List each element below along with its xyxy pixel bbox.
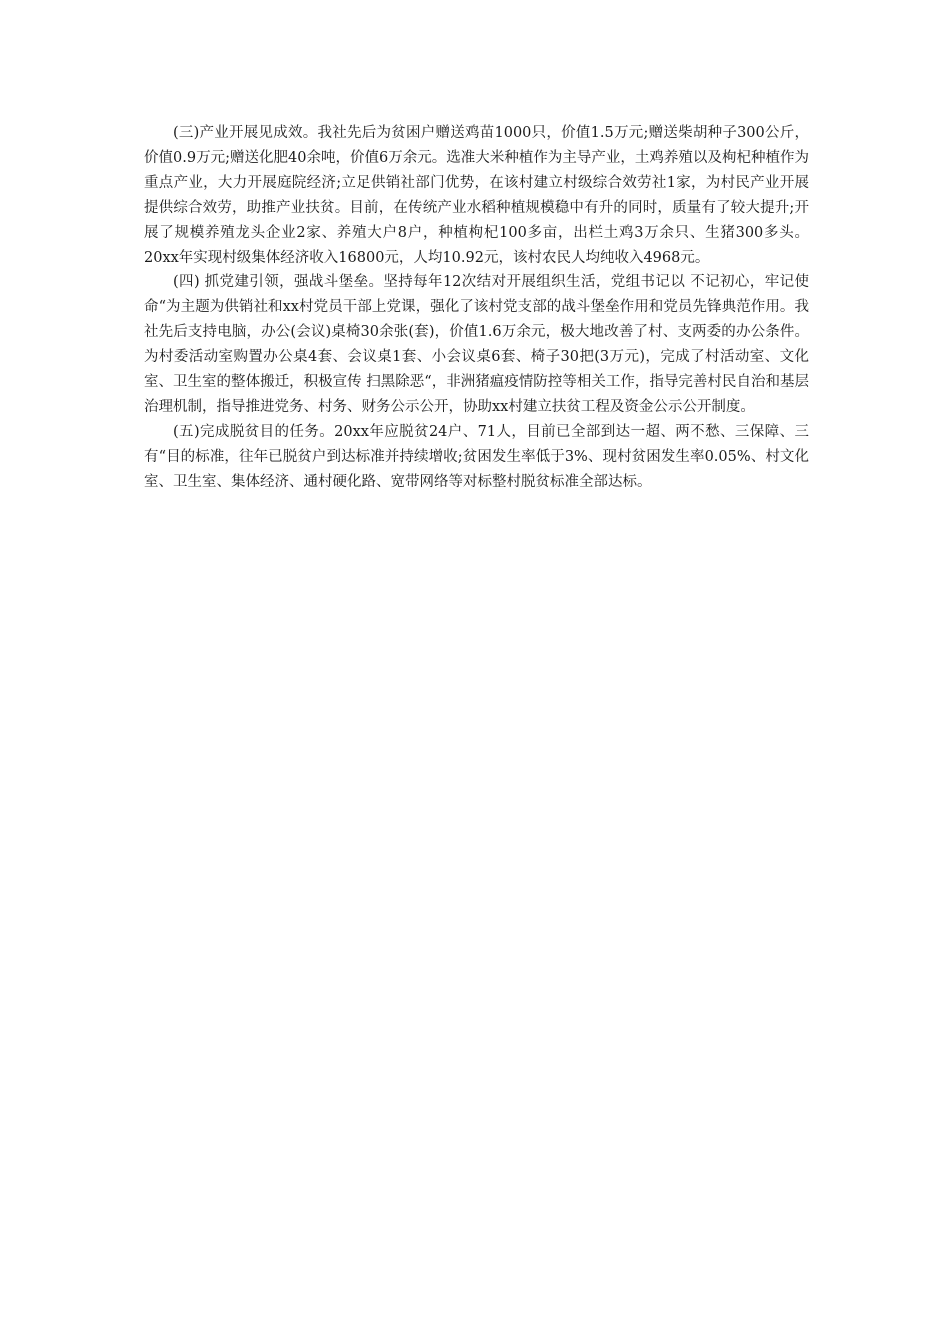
document-body: [144, 121, 809, 495]
paragraph-poverty-task: (五)完成脱贫目的任务。20xx年应脱贫24户、71人，目前已全部到达一超、两不愁、三保障、三有“目的标准，往年已脱贫户到达标准并持续增收;贫困发生率低于3%、现村贫困发生率0.05%、村文化室、卫生室、集体经济、通村硬化路、宽带网络等对标整村脱贫标准全部达标。: [144, 423, 809, 490]
paragraph-party-building: (四) 抓党建引领，强战斗堡垒。坚持每年12次结对开展组织生活，党组书记以 不记初心，牢记使命“为主题为供销社和xx村党员干部上党课，强化了该村党支部的战斗堡垒作用和党员先锋典范作用。我社先后支持电脑，办公(会议)桌椅30余张(套)，价值1.6万余元，极大地改善了村、支两委的办公条件。为村委活动室购置办公桌4套、会议桌1套、小会议桌6套、椅子30把(3万元)，完成了村活动室、文化室、卫生室的整体搬迁，积极宣传 扫黑除恶“，非洲猪瘟疫情防控等相关工作，指导完善村民自治和基层治理机制，指导推进党务、村务、财务公示公开，协助xx村建立扶贫工程及资金公示公开制度。: [144, 274, 809, 415]
paragraph-industry: (三)产业开展见成效。我社先后为贫困户赠送鸡苗1000只，价值1.5万元;赠送柴胡种子300公斤，价值0.9万元;赠送化肥40余吨，价值6万余元。选准大米种植作为主导产业，土鸡养殖以及枸杞种植作为重点产业，大力开展庭院经济;立足供销社部门优势，在该村建立村级综合效劳社1家，为村民产业开展提供综合效劳，助推产业扶贫。目前，在传统产业水稻种植规模稳中有升的同时，质量有了较大提升;开展了规模养殖龙头企业2家、养殖大户8户，种植枸杞100多亩，出栏土鸡3万余只、生猪300多头。20xx年实现村级集体经济收入16800元，人均10.92元，该村农民人均纯收入4968元。: [144, 125, 809, 266]
